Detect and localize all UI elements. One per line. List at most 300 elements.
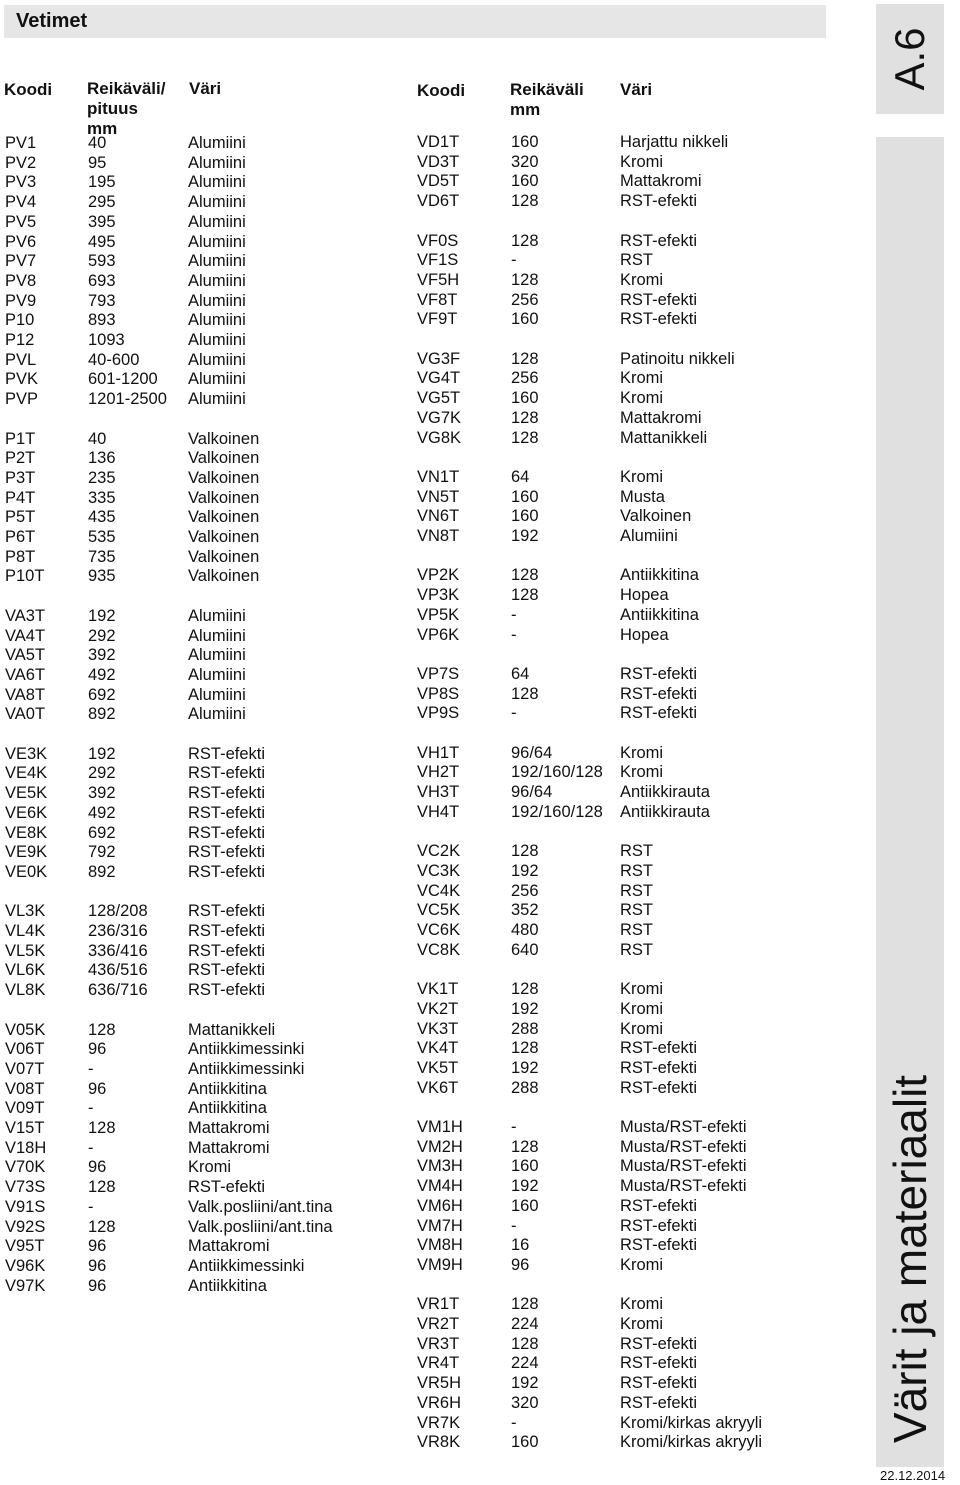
cell-color: Antiikkimessinki — [188, 1256, 305, 1275]
cell-color: Alumiini — [188, 252, 246, 271]
cell-color: Alumiini — [188, 291, 246, 310]
cell-spacing: 395 — [88, 212, 116, 231]
cell-spacing: 96 — [88, 1158, 107, 1177]
cell-spacing: 64 — [511, 664, 530, 683]
cell-code: VA0T — [5, 705, 46, 724]
cell-spacing: 160 — [511, 1157, 539, 1176]
header-spacing: Reikäväli/ — [87, 79, 166, 98]
cell-code: P8T — [5, 547, 36, 566]
cell-code: VG4T — [417, 369, 461, 388]
cell-color: Kromi — [620, 999, 664, 1018]
cell-code: VE8K — [5, 823, 48, 842]
cell-code: VH3T — [417, 783, 460, 802]
cell-code: VM3H — [417, 1157, 463, 1176]
cell-code: V91S — [5, 1197, 46, 1216]
section-code-tab — [876, 4, 944, 114]
cell-color: Antiikkitina — [620, 605, 699, 624]
cell-code: VL3K — [5, 902, 46, 921]
cell-spacing: 593 — [88, 252, 116, 271]
cell-spacing: 495 — [88, 232, 116, 251]
cell-spacing: 535 — [88, 528, 116, 546]
cell-spacing: 893 — [88, 311, 116, 330]
cell-code: V06T — [5, 1040, 45, 1059]
cell-color: RST — [620, 842, 653, 861]
cell-spacing: 892 — [88, 862, 116, 881]
cell-spacing: 160 — [511, 133, 539, 151]
cell-color: RST-efekti — [620, 684, 698, 703]
cell-color: Kromi — [620, 1315, 664, 1333]
cell-code: VF9T — [417, 310, 458, 329]
cell-spacing: 292 — [88, 764, 116, 783]
cell-spacing: 192 — [511, 527, 539, 545]
cell-spacing: 40 — [88, 134, 107, 152]
cell-code: VE3K — [5, 744, 48, 763]
cell-color: RST-efekti — [188, 803, 266, 822]
cell-spacing: 692 — [88, 823, 116, 842]
cell-color: RST — [620, 901, 653, 920]
cell-spacing: 288 — [511, 1019, 539, 1038]
cell-spacing: - — [511, 1413, 517, 1432]
cell-code: VN8T — [417, 527, 460, 545]
cell-code: PV9 — [5, 291, 37, 310]
cell-color: Valkoinen — [620, 507, 692, 526]
cell-color: RST-efekti — [620, 1078, 698, 1097]
cell-color: RST-efekti — [620, 1058, 698, 1077]
cell-spacing: 195 — [88, 173, 116, 192]
cell-spacing: 601-1200 — [88, 370, 158, 389]
cell-spacing: 792 — [88, 843, 116, 862]
cell-color: Alumiini — [188, 705, 246, 724]
cell-color: RST-efekti — [188, 744, 266, 763]
document-date: 22.12.2014 — [880, 1468, 946, 1483]
cell-spacing: 96 — [88, 1040, 107, 1059]
cell-color: RST-efekti — [188, 784, 266, 803]
cell-color: Valkoinen — [188, 488, 260, 507]
cell-color: Alumiini — [188, 153, 246, 172]
cell-color: Alumiini — [188, 626, 246, 645]
cell-spacing: 224 — [511, 1315, 539, 1333]
cell-code: VL5K — [5, 941, 46, 960]
cell-color: Alumiini — [188, 311, 246, 330]
cell-color: Musta/RST-efekti — [620, 1137, 747, 1156]
cell-spacing: 492 — [88, 665, 116, 684]
cell-color: Kromi/kirkas akryyli — [620, 1413, 763, 1432]
cell-spacing: 192 — [88, 744, 116, 763]
cell-color: RST-efekti — [620, 290, 698, 309]
cell-code: VR6H — [417, 1393, 462, 1412]
cell-spacing: 96 — [511, 1255, 530, 1274]
cell-spacing: 128 — [511, 1295, 539, 1314]
cell-code: V07T — [5, 1059, 45, 1078]
cell-code: VF5H — [417, 270, 460, 289]
cell-spacing: 95 — [88, 153, 107, 172]
cell-spacing: - — [511, 251, 517, 270]
cell-code: VP3K — [417, 586, 460, 605]
cell-color: Musta — [620, 487, 665, 506]
cell-color: RST-efekti — [188, 843, 266, 862]
cell-color: Alumiini — [188, 606, 246, 625]
cell-spacing: 793 — [88, 291, 116, 310]
cell-spacing: 892 — [88, 705, 116, 724]
cell-code: V18H — [5, 1138, 47, 1157]
cell-code: VN1T — [417, 467, 460, 486]
cell-color: Valkoinen — [188, 429, 260, 448]
cell-spacing: 256 — [511, 290, 539, 309]
cell-color: RST-efekti — [620, 664, 698, 683]
cell-color: Kromi — [620, 389, 664, 408]
cell-code: VM9H — [417, 1255, 463, 1274]
cell-color: RST-efekti — [620, 1354, 698, 1373]
cell-color: RST-efekti — [620, 1196, 698, 1215]
cell-spacing: 235 — [88, 468, 116, 487]
cell-code: V96K — [5, 1256, 46, 1275]
cell-color: RST-efekti — [188, 823, 266, 842]
cell-spacing: 96 — [88, 1276, 107, 1295]
cell-color: Valk.posliini/ant.tina — [188, 1217, 333, 1236]
cell-code: VG3F — [417, 349, 461, 368]
cell-code: PV4 — [5, 193, 37, 212]
cell-color: RST-efekti — [620, 310, 698, 329]
cell-spacing: 160 — [511, 1196, 539, 1215]
cell-spacing: 192 — [511, 999, 539, 1018]
cell-code: VF8T — [417, 290, 458, 309]
cell-code: V70K — [5, 1158, 46, 1177]
cell-color: Mattanikkeli — [188, 1020, 276, 1039]
cell-color: Valkoinen — [188, 567, 260, 586]
cell-color: Hopea — [620, 625, 669, 644]
cell-code: VL8K — [5, 981, 46, 1000]
cell-code: VM1H — [417, 1118, 463, 1136]
cell-code: VP9S — [417, 704, 460, 723]
cell-code: VF0S — [417, 231, 459, 250]
cell-code: VM4H — [417, 1177, 463, 1196]
cell-color: Musta/RST-efekti — [620, 1177, 747, 1196]
cell-spacing: 160 — [511, 1433, 539, 1452]
cell-color: RST-efekti — [620, 1216, 698, 1235]
cell-color: RST-efekti — [188, 981, 266, 1000]
cell-spacing: 128 — [511, 1137, 539, 1156]
cell-code: V95T — [5, 1237, 45, 1256]
cell-code: VH4T — [417, 802, 460, 821]
cell-spacing: 192 — [511, 861, 539, 880]
cell-color: Alumiini — [188, 370, 246, 389]
cell-color: Alumiini — [188, 232, 246, 251]
cell-spacing: 192 — [511, 1374, 539, 1393]
cell-spacing: 16 — [511, 1236, 530, 1255]
cell-code: VP8S — [417, 684, 460, 703]
cell-code: VP7S — [417, 664, 460, 683]
cell-color: Mattanikkeli — [620, 428, 708, 447]
cell-spacing: 192 — [511, 1058, 539, 1077]
cell-spacing: 128 — [511, 842, 539, 861]
cell-code: VR4T — [417, 1354, 460, 1373]
cell-spacing: 128/208 — [88, 902, 148, 921]
cell-code: VN6T — [417, 507, 460, 526]
cell-code: PV3 — [5, 173, 37, 192]
cell-color: Kromi — [620, 270, 664, 289]
cell-code: VP2K — [417, 566, 460, 585]
cell-color: Kromi — [620, 369, 664, 388]
cell-spacing: 320 — [511, 1393, 539, 1412]
cell-spacing: 192/160/128 — [511, 763, 603, 782]
cell-spacing: 256 — [511, 369, 539, 388]
cell-spacing: 128 — [511, 408, 539, 427]
cell-spacing: 160 — [511, 487, 539, 506]
cell-spacing: 224 — [511, 1354, 539, 1373]
cell-spacing: 128 — [88, 1119, 116, 1137]
cell-spacing: 128 — [88, 1020, 116, 1039]
cell-code: PV7 — [5, 252, 37, 271]
cell-code: VR8K — [417, 1433, 461, 1452]
cell-color: Kromi — [620, 1255, 664, 1274]
cell-code: VR2T — [417, 1315, 460, 1333]
cell-code: VR5H — [417, 1374, 462, 1393]
cell-color: Kromi — [620, 1019, 664, 1038]
cell-spacing: 136 — [88, 449, 116, 468]
cell-code: P2T — [5, 449, 36, 468]
cell-color: Kromi — [620, 763, 664, 782]
cell-color: Mattakromi — [620, 172, 702, 191]
header-code: Koodi — [4, 80, 53, 99]
cell-code: P10T — [5, 567, 45, 586]
cell-code: VN5T — [417, 487, 460, 506]
cell-color: Alumiini — [188, 390, 246, 409]
cell-color: RST-efekti — [620, 1393, 698, 1412]
cell-color: RST-efekti — [620, 1374, 698, 1393]
cell-spacing: 128 — [511, 231, 539, 250]
cell-code: PVK — [5, 370, 39, 389]
cell-spacing: 128 — [88, 1217, 116, 1236]
cell-color: RST — [620, 251, 653, 270]
cell-spacing: 256 — [511, 881, 539, 900]
cell-spacing: 40-600 — [88, 350, 140, 369]
cell-color: RST — [620, 921, 653, 939]
cell-code: P4T — [5, 488, 36, 507]
cell-color: RST-efekti — [188, 764, 266, 783]
cell-color: Alumiini — [188, 646, 246, 665]
cell-spacing: 636/716 — [88, 981, 148, 1000]
cell-code: P6T — [5, 528, 36, 546]
cell-spacing: 352 — [511, 901, 539, 920]
cell-code: VE5K — [5, 784, 48, 803]
cell-color: Antiikkitina — [188, 1276, 267, 1295]
page-title: Vetimet — [16, 10, 88, 32]
cell-code: VD3T — [417, 152, 460, 171]
cell-code: VK3T — [417, 1019, 459, 1038]
cell-color: Antiikkitina — [188, 1099, 267, 1118]
cell-color: Kromi — [620, 467, 664, 486]
cell-color: Alumiini — [188, 350, 246, 369]
cell-color: RST — [620, 861, 653, 880]
cell-color: Kromi/kirkas akryyli — [620, 1433, 763, 1452]
cell-code: VK4T — [417, 1039, 459, 1058]
cell-spacing: 128 — [511, 684, 539, 703]
cell-spacing: 320 — [511, 152, 539, 171]
cell-color: Mattakromi — [620, 408, 702, 427]
cell-spacing: - — [88, 1138, 94, 1157]
header-spacing-unit: pituus mm — [87, 99, 138, 138]
cell-code: VL6K — [5, 961, 46, 980]
cell-spacing: 693 — [88, 271, 116, 290]
cell-color: RST-efekti — [620, 1236, 698, 1255]
cell-spacing: 392 — [88, 784, 116, 803]
cell-color: Harjattu nikkeli — [620, 133, 729, 151]
cell-spacing: 436/516 — [88, 961, 148, 980]
cell-color: Antiikkirauta — [620, 802, 710, 821]
header-color: Väri — [620, 80, 653, 99]
header-color: Väri — [189, 79, 222, 98]
cell-code: VR7K — [417, 1413, 461, 1432]
cell-color: Antiikkimessinki — [188, 1040, 305, 1059]
cell-code: VK6T — [417, 1078, 459, 1097]
cell-color: Valkoinen — [188, 468, 260, 487]
cell-color: RST-efekti — [620, 192, 698, 211]
cell-code: PV8 — [5, 271, 37, 290]
cell-code: VR3T — [417, 1334, 460, 1353]
section-title: Värit ja materiaalit — [884, 1074, 936, 1444]
cell-code: V97K — [5, 1276, 46, 1295]
cell-color: RST-efekti — [188, 862, 266, 881]
cell-code: VE0K — [5, 862, 48, 881]
title-bar — [4, 5, 826, 38]
cell-spacing: 335 — [88, 488, 116, 507]
cell-color: Patinoitu nikkeli — [620, 349, 735, 368]
header-spacing-unit: mm — [510, 100, 541, 119]
cell-spacing: 935 — [88, 567, 116, 586]
cell-color: Alumiini — [188, 193, 246, 212]
cell-color: RST-efekti — [620, 231, 698, 250]
cell-spacing: 128 — [511, 428, 539, 447]
cell-color: Mattakromi — [188, 1138, 270, 1157]
cell-color: Alumiini — [188, 665, 246, 684]
cell-spacing: 128 — [511, 566, 539, 585]
cell-code: VE9K — [5, 843, 48, 862]
cell-code: PV5 — [5, 212, 37, 231]
cell-code: P12 — [5, 331, 35, 349]
cell-code: VG5T — [417, 389, 461, 408]
cell-spacing: - — [511, 625, 517, 644]
cell-color: RST-efekti — [620, 1334, 698, 1353]
cell-code: VH1T — [417, 743, 460, 762]
cell-color: Kromi — [620, 980, 664, 999]
cell-code: V92S — [5, 1217, 46, 1236]
cell-spacing: 295 — [88, 193, 116, 212]
header-spacing: Reikäväli — [510, 80, 584, 99]
cell-color: Valkoinen — [188, 449, 260, 468]
cell-code: VA5T — [5, 646, 46, 665]
cell-color: RST-efekti — [188, 922, 266, 940]
cell-spacing: 292 — [88, 626, 116, 645]
cell-spacing: 435 — [88, 508, 116, 527]
cell-spacing: 288 — [511, 1078, 539, 1097]
cell-spacing: 735 — [88, 547, 116, 566]
cell-spacing: 192/160/128 — [511, 802, 603, 821]
cell-color: Musta/RST-efekti — [620, 1118, 747, 1136]
cell-code: VK5T — [417, 1058, 459, 1077]
cell-color: Mattakromi — [188, 1237, 270, 1256]
cell-code: V73S — [5, 1178, 46, 1197]
cell-code: VM8H — [417, 1236, 463, 1255]
header-code: Koodi — [417, 81, 466, 100]
cell-spacing: 128 — [511, 1039, 539, 1058]
cell-code: VA3T — [5, 606, 46, 625]
cell-code: VC2K — [417, 842, 461, 861]
cell-spacing: 160 — [511, 310, 539, 329]
cell-code: VH2T — [417, 763, 460, 782]
cell-spacing: - — [511, 704, 517, 723]
cell-color: Valkoinen — [188, 547, 260, 566]
cell-spacing: - — [88, 1099, 94, 1118]
cell-code: PV6 — [5, 232, 37, 251]
cell-code: PVL — [5, 350, 37, 369]
cell-color: Musta/RST-efekti — [620, 1157, 747, 1176]
cell-code: VA8T — [5, 685, 46, 704]
cell-spacing: 492 — [88, 803, 116, 822]
cell-color: RST-efekti — [188, 1178, 266, 1197]
cell-color: Mattakromi — [188, 1119, 270, 1137]
cell-code: VA4T — [5, 626, 46, 645]
cell-spacing: 96 — [88, 1256, 107, 1275]
cell-code: V05K — [5, 1020, 46, 1039]
cell-code: VC6K — [417, 921, 461, 939]
cell-code: VG7K — [417, 408, 462, 427]
cell-spacing: 640 — [511, 940, 539, 959]
cell-color: Valkoinen — [188, 528, 260, 546]
cell-color: RST-efekti — [620, 704, 698, 723]
cell-code: PV2 — [5, 153, 37, 172]
cell-color: Alumiini — [188, 212, 246, 231]
cell-spacing: - — [88, 1197, 94, 1216]
cell-code: VK1T — [417, 980, 459, 999]
cell-code: VM2H — [417, 1137, 463, 1156]
cell-spacing: 128 — [511, 1334, 539, 1353]
cell-color: RST-efekti — [188, 961, 266, 980]
cell-code: P10 — [5, 311, 35, 330]
cell-color: Valkoinen — [188, 508, 260, 527]
cell-code: VP6K — [417, 625, 460, 644]
cell-code: VM7H — [417, 1216, 463, 1235]
cell-code: VC3K — [417, 861, 461, 880]
cell-color: Alumiini — [188, 685, 246, 704]
cell-code: PV1 — [5, 134, 37, 152]
cell-color: Kromi — [620, 152, 664, 171]
cell-code: VR1T — [417, 1295, 460, 1314]
cell-spacing: 192 — [511, 1177, 539, 1196]
cell-code: V15T — [5, 1119, 45, 1137]
cell-code: VC5K — [417, 901, 461, 920]
cell-color: Alumiini — [188, 134, 246, 152]
cell-spacing: 160 — [511, 389, 539, 408]
cell-code: VD6T — [417, 192, 460, 211]
cell-code: VE6K — [5, 803, 48, 822]
cell-color: Valk.posliini/ant.tina — [188, 1197, 333, 1216]
cell-color: Antiikkitina — [188, 1079, 267, 1098]
cell-code: VK2T — [417, 999, 459, 1018]
cell-color: Kromi — [188, 1158, 232, 1177]
cell-spacing: 64 — [511, 467, 530, 486]
cell-code: VC8K — [417, 940, 461, 959]
cell-color: Kromi — [620, 743, 664, 762]
cell-color: Antiikkimessinki — [188, 1059, 305, 1078]
cell-spacing: 40 — [88, 429, 107, 448]
cell-color: RST-efekti — [188, 902, 266, 921]
cell-spacing: 96/64 — [511, 743, 553, 762]
cell-spacing: 480 — [511, 921, 539, 939]
cell-code: V09T — [5, 1099, 45, 1118]
cell-spacing: - — [511, 1216, 517, 1235]
cell-spacing: 236/316 — [88, 922, 148, 940]
cell-spacing: 1201-2500 — [88, 390, 167, 409]
